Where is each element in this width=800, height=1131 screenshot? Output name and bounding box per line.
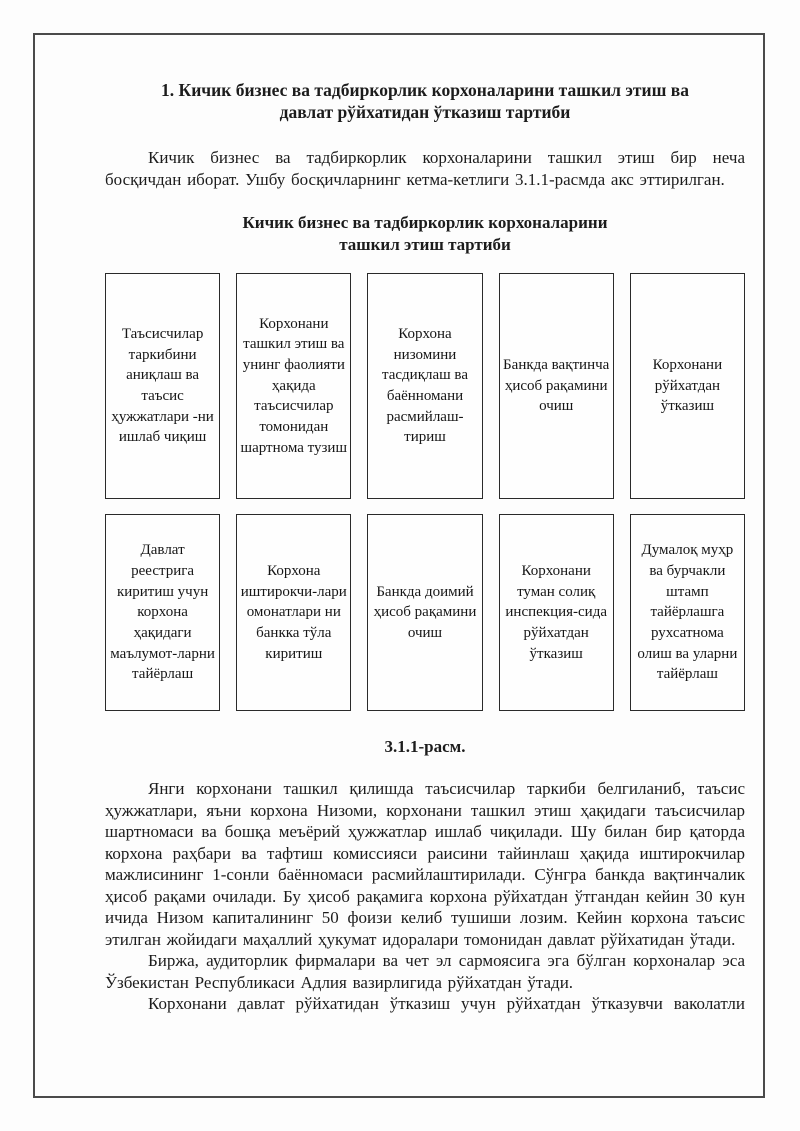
- main-heading: [105, 79, 745, 123]
- body-paragraph-3: Корхонани давлат рўйхатидан ўтказиш учун рўйхатдан ўтказувчи ваколатли: [148, 994, 745, 1014]
- flowchart-box-r1c5: Корхонани рўйхатдан ўтказиш: [630, 273, 745, 499]
- figure-title: [105, 212, 745, 255]
- page-content: [105, 79, 745, 1015]
- flowchart-box-r1c2: Корхонани ташкил этиш ва унинг фаолияти ҳақида таъсисчилар томонидан шартнома тузиш: [236, 273, 351, 499]
- body-paragraph-1: Янги корхонани ташкил қилишда таъсисчилар таркиби белгиланиб, таъсис ҳужжатлари, яъни корхона Низоми, корхонани ташкил этиш ҳақидаги таъсисчилар шартномаси ва бошқа меъёрий ҳужжатлар ишлаб чиқилади. Шу билан бир қаторда корхона раҳбари ва тафтиш комиссияси раисини тайинлаш ҳақида иштирокчилар мажлисининг 1-сонли баённомаси расмийлаштирилади. Сўнгра банкда вақтинчалик ҳисоб рақами очилади. Бу ҳисоб рақамига корхона рўйхатдан ўтгандан кейин 30 кун ичида Низом капиталининг 50 фоизи келиб тушиши лозим. Кейин корхона таъсис этилган жойидаги маҳаллий ҳукумат идоралари томонидан давлат рўйхатидан ўтади.: [105, 779, 745, 949]
- flowchart-box-r2c4: Корхонани туман солиқ инспекция-сида рўйхатдан ўтказиш: [499, 514, 614, 711]
- page-border-frame: [33, 33, 765, 1098]
- intro-paragraph: Кичик бизнес ва тадбиркорлик корхоналарини ташкил этиш бир неча босқичдан иборат. Ушбу босқичларнинг кетма-кетлиги 3.1.1-расмда акс эттирилган.: [105, 148, 745, 189]
- flowchart-box-r2c2: Корхона иштирокчи-лари омонатлари ни банкка тўла киритиш: [236, 514, 351, 711]
- flowchart-box-r1c1: Таъсисчилар таркибини аниқлаш ва таъсис ҳужжатлари -ни ишлаб чиқиш: [105, 273, 220, 499]
- flowchart-box-r1c3: Корхона низомини тасдиқлаш ва баённомани расмийлаш-тириш: [367, 273, 482, 499]
- main-heading-line-1: 1. Кичик бизнес ва тадбиркорлик корхоналарини ташкил этиш ва: [161, 80, 689, 100]
- flowchart-box-r2c5: Думалоқ муҳр ва бурчакли штамп тайёрлашга рухсатнома олиш ва уларни тайёрлаш: [630, 514, 745, 711]
- figure-title-line-2: ташкил этиш тартиби: [339, 234, 511, 254]
- figure-title-line-1: Кичик бизнес ва тадбиркорлик корхоналарини: [242, 213, 608, 233]
- figure-caption: 3.1.1-расм.: [384, 737, 466, 757]
- flowchart-figure: [105, 273, 745, 711]
- flowchart-box-r1c4: Банкда вақтинча ҳисоб рақамини очиш: [499, 273, 614, 499]
- body-paragraph-2: Биржа, аудиторлик фирмалари ва чет эл сармоясига эга бўлган корхоналар эса Ўзбекистан Республикаси Адлия вазирлигида рўйхатдан ўтади.: [105, 951, 745, 992]
- main-heading-line-2: давлат рўйхатидан ўтказиш тартиби: [279, 102, 571, 123]
- flowchart-box-r2c1: Давлат реестрига киритиш учун корхона ҳақидаги маълумот-ларни тайёрлаш: [105, 514, 220, 711]
- flowchart-box-r2c3: Банкда доимий ҳисоб рақамини очиш: [367, 514, 482, 711]
